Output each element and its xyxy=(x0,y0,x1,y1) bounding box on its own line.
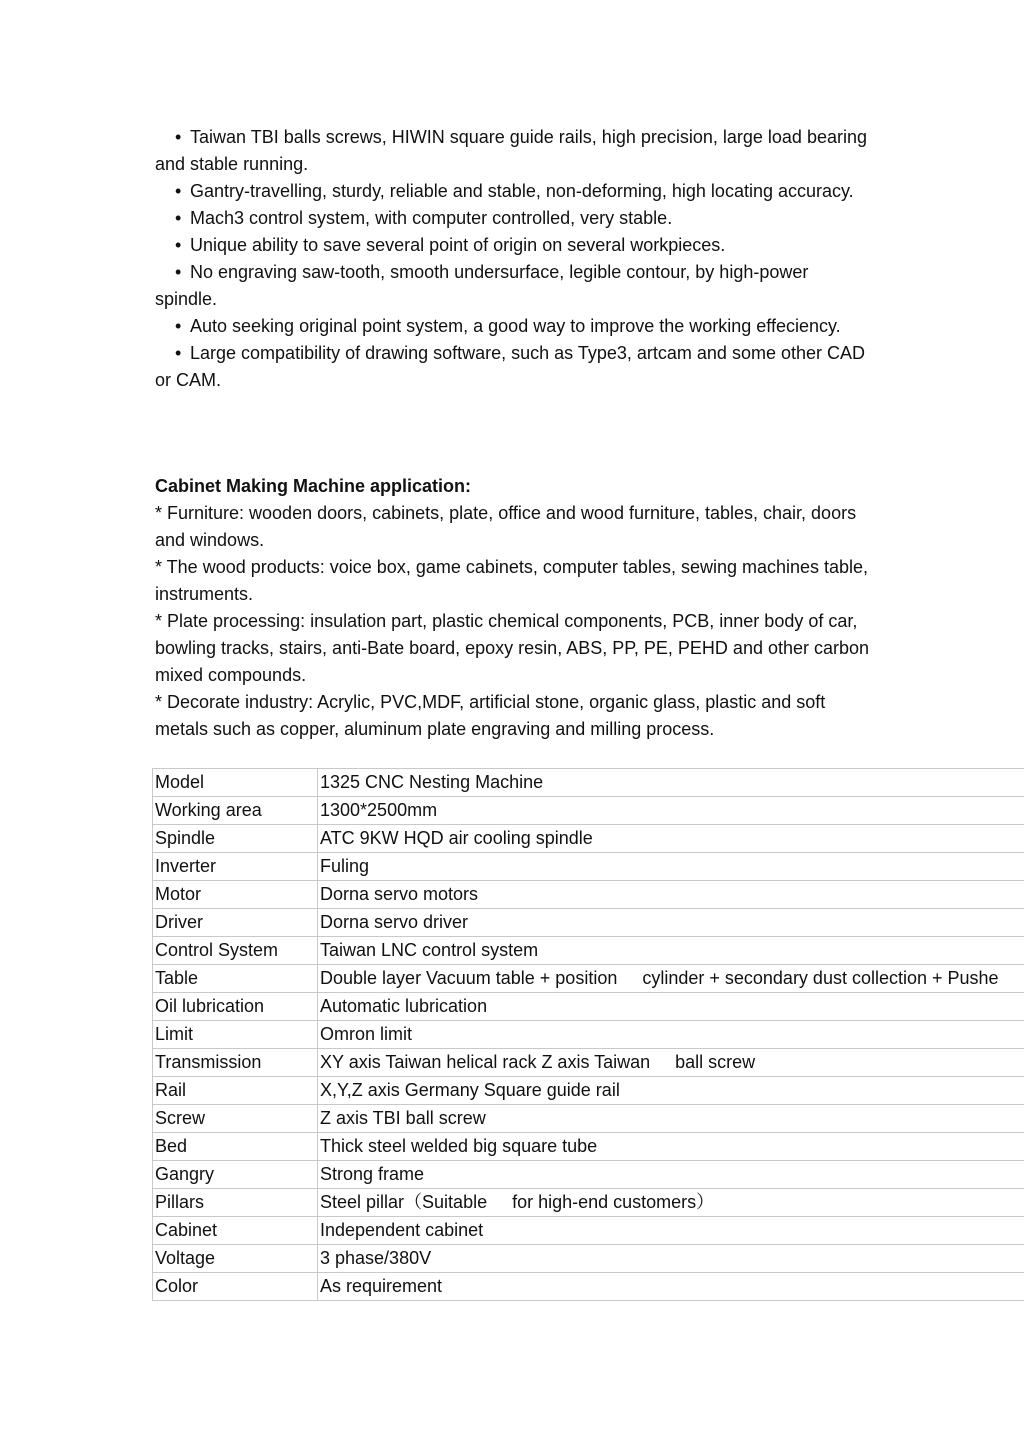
spec-label: Control System xyxy=(153,937,318,965)
feature-item xyxy=(155,259,875,313)
spec-value: Double layer Vacuum table + position cylinder + secondary dust collection + Pushe xyxy=(318,965,1024,993)
spec-value: Omron limit xyxy=(318,1021,1024,1049)
spec-value: Thick steel welded big square tube xyxy=(318,1133,1024,1161)
spec-value: Taiwan LNC control system xyxy=(318,937,1024,965)
feature-list xyxy=(155,124,875,394)
feature-item xyxy=(155,232,875,259)
spec-value: Automatic lubrication xyxy=(318,993,1024,1021)
spec-value: 1325 CNC Nesting Machine xyxy=(318,769,1024,797)
application-item: * Decorate industry: Acrylic, PVC,MDF, artificial stone, organic glass, plastic and soft metals such as copper, aluminum plate engraving and milling process. xyxy=(155,692,826,739)
spec-value: Fuling xyxy=(318,853,1024,881)
feature-text: Auto seeking original point system, a good way to improve the working effeciency. xyxy=(190,316,841,336)
table-row xyxy=(153,1077,1024,1105)
application-list xyxy=(155,500,875,743)
table-row xyxy=(153,853,1024,881)
table-row xyxy=(153,1049,1024,1077)
spec-label: Cabinet xyxy=(153,1217,318,1245)
bullet-icon: • xyxy=(175,343,182,363)
table-row xyxy=(153,1273,1024,1301)
table-row xyxy=(153,1021,1024,1049)
feature-text: Taiwan TBI balls screws, HIWIN square guide rails, high precision, large load bearing and stable running. xyxy=(155,127,867,174)
feature-item xyxy=(155,313,875,340)
spec-label: Motor xyxy=(153,881,318,909)
table-row xyxy=(153,1189,1024,1217)
spec-value: Dorna servo driver xyxy=(318,909,1024,937)
spec-label: Screw xyxy=(153,1105,318,1133)
feature-text: Large compatibility of drawing software, such as Type3, artcam and some other CAD or CAM. xyxy=(155,343,865,390)
table-row xyxy=(153,993,1024,1021)
spec-value: 1300*2500mm xyxy=(318,797,1024,825)
table-row xyxy=(153,1217,1024,1245)
table-row xyxy=(153,909,1024,937)
spec-label: Driver xyxy=(153,909,318,937)
feature-item xyxy=(155,124,875,178)
bullet-icon: • xyxy=(175,262,182,282)
spec-value: As requirement xyxy=(318,1273,1024,1301)
spec-label: Pillars xyxy=(153,1189,318,1217)
table-row xyxy=(153,797,1024,825)
spec-label: Table xyxy=(153,965,318,993)
spec-value: 3 phase/380V xyxy=(318,1245,1024,1273)
spec-label: Bed xyxy=(153,1133,318,1161)
spec-label: Limit xyxy=(153,1021,318,1049)
spec-value: XY axis Taiwan helical rack Z axis Taiwan ball screw xyxy=(318,1049,1024,1077)
spec-label: Rail xyxy=(153,1077,318,1105)
table-row xyxy=(153,881,1024,909)
table-row xyxy=(153,769,1024,797)
feature-text: No engraving saw-tooth, smooth undersurface, legible contour, by high-power spindle. xyxy=(155,262,809,309)
application-item: * The wood products: voice box, game cabinets, computer tables, sewing machines table, instruments. xyxy=(155,557,869,604)
bullet-icon: • xyxy=(175,316,182,336)
spec-label: Working area xyxy=(153,797,318,825)
spec-value: Strong frame xyxy=(318,1161,1024,1189)
spec-label: Oil lubrication xyxy=(153,993,318,1021)
table-row xyxy=(153,965,1024,993)
table-row xyxy=(153,1161,1024,1189)
spec-label: Voltage xyxy=(153,1245,318,1273)
application-item: * Plate processing: insulation part, plastic chemical components, PCB, inner body of car, bowling tracks, stairs, anti-Bate board, epoxy resin, ABS, PP, PE, PEHD and other carbon mixed compounds. xyxy=(155,611,870,685)
feature-text: Unique ability to save several point of origin on several workpieces. xyxy=(190,235,726,255)
application-section xyxy=(155,473,875,743)
spec-value: Z axis TBI ball screw xyxy=(318,1105,1024,1133)
spec-value: Dorna servo motors xyxy=(318,881,1024,909)
table-row xyxy=(153,825,1024,853)
bullet-icon: • xyxy=(175,235,182,255)
spec-value: X,Y,Z axis Germany Square guide rail xyxy=(318,1077,1024,1105)
bullet-icon: • xyxy=(175,181,182,201)
table-row xyxy=(153,1105,1024,1133)
spec-value: Independent cabinet xyxy=(318,1217,1024,1245)
feature-text: Gantry-travelling, sturdy, reliable and stable, non-deforming, high locating accuracy. xyxy=(190,181,854,201)
spec-label: Spindle xyxy=(153,825,318,853)
application-title: Cabinet Making Machine application: xyxy=(155,476,472,496)
feature-text: Mach3 control system, with computer controlled, very stable. xyxy=(190,208,673,228)
spec-table-body xyxy=(153,769,1024,1301)
spec-label: Transmission xyxy=(153,1049,318,1077)
spec-label: Color xyxy=(153,1273,318,1301)
spec-value: ATC 9KW HQD air cooling spindle xyxy=(318,825,1024,853)
bullet-icon: • xyxy=(175,127,182,147)
spec-label: Gangry xyxy=(153,1161,318,1189)
application-item: * Furniture: wooden doors, cabinets, plate, office and wood furniture, tables, chair, doors and windows. xyxy=(155,503,857,550)
table-row xyxy=(153,1133,1024,1161)
spec-label: Inverter xyxy=(153,853,318,881)
feature-item xyxy=(155,178,875,205)
bullet-icon: • xyxy=(175,208,182,228)
table-row xyxy=(153,1245,1024,1273)
feature-item xyxy=(155,205,875,232)
spec-label: Model xyxy=(153,769,318,797)
table-row xyxy=(153,937,1024,965)
feature-item xyxy=(155,340,875,394)
spec-table xyxy=(152,768,1024,1301)
spec-value: Steel pillar（Suitable for high-end customers） xyxy=(318,1189,1024,1217)
